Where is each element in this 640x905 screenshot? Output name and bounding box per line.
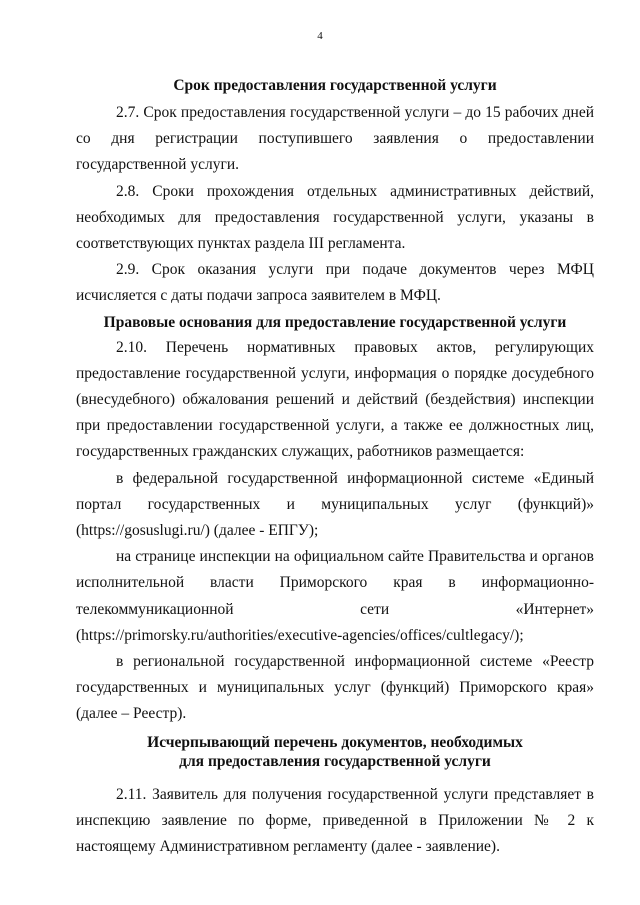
page-number: 4 bbox=[317, 30, 323, 42]
section-heading-legal-basis: Правовые основания для предоставление государственной услуги bbox=[103, 313, 567, 331]
paragraph-2-8: 2.8. Сроки прохождения отдельных административных действий, необходимых для предоставления государственной услуги, указаны в соответствующих пунктах раздела III регламента. bbox=[76, 182, 594, 253]
page-content bbox=[76, 76, 594, 860]
paragraph-2-10: 2.10. Перечень нормативных правовых актов, регулирующих предоставление государственной услуги, информация о порядке досудебного (внесудебного) обжалования решений и действий (бездействия) инспекции при предоставлении государственной услуги, а также ее должностных лиц, государственных гражданских служащих, работников размещается: bbox=[76, 338, 594, 461]
section-heading-term: Срок предоставления государственной услуги bbox=[173, 77, 497, 94]
section-heading-documents bbox=[76, 733, 594, 771]
paragraph-registry: в региональной государственной информационной системе «Реестр государственных и муниципальных услуг (функций) Приморского края» (далее – Реестр). bbox=[76, 653, 594, 723]
paragraph-official-site: на странице инспекции на официальном сайте Правительства и органов исполнительной власти Приморского края в информационно-телекоммуникационной сети «Интернет» (https://primorsky.ru/authorities/executive-agencies/offices/cultlegacy/); bbox=[76, 548, 594, 644]
paragraph-epgu: в федеральной государственной информационной системе «Единый портал государственных и муниципальных услуг (функций)» (https://gosuslugi.ru/) (далее - ЕПГУ); bbox=[76, 469, 594, 540]
section-heading-documents-line1: Исчерпывающий перечень документов, необходимых bbox=[147, 733, 523, 751]
paragraph-2-9: 2.9. Срок оказания услуги при подаче документов через МФЦ исчисляется с даты подачи запроса заявителем в МФЦ. bbox=[76, 261, 594, 305]
section-heading-documents-line2: для предоставления государственной услуги bbox=[179, 752, 491, 770]
paragraph-2-11: 2.11. Заявитель для получения государственной услуги представляет в инспекцию заявление по форме, приведенной в Приложении № 2 к настоящему Административном регламенту (далее - заявление). bbox=[76, 785, 594, 856]
paragraph-2-7: 2.7. Срок предоставления государственной услуги – до 15 рабочих дней со дня регистрации поступившего заявления о предоставлении государственной услуги. bbox=[76, 104, 594, 174]
